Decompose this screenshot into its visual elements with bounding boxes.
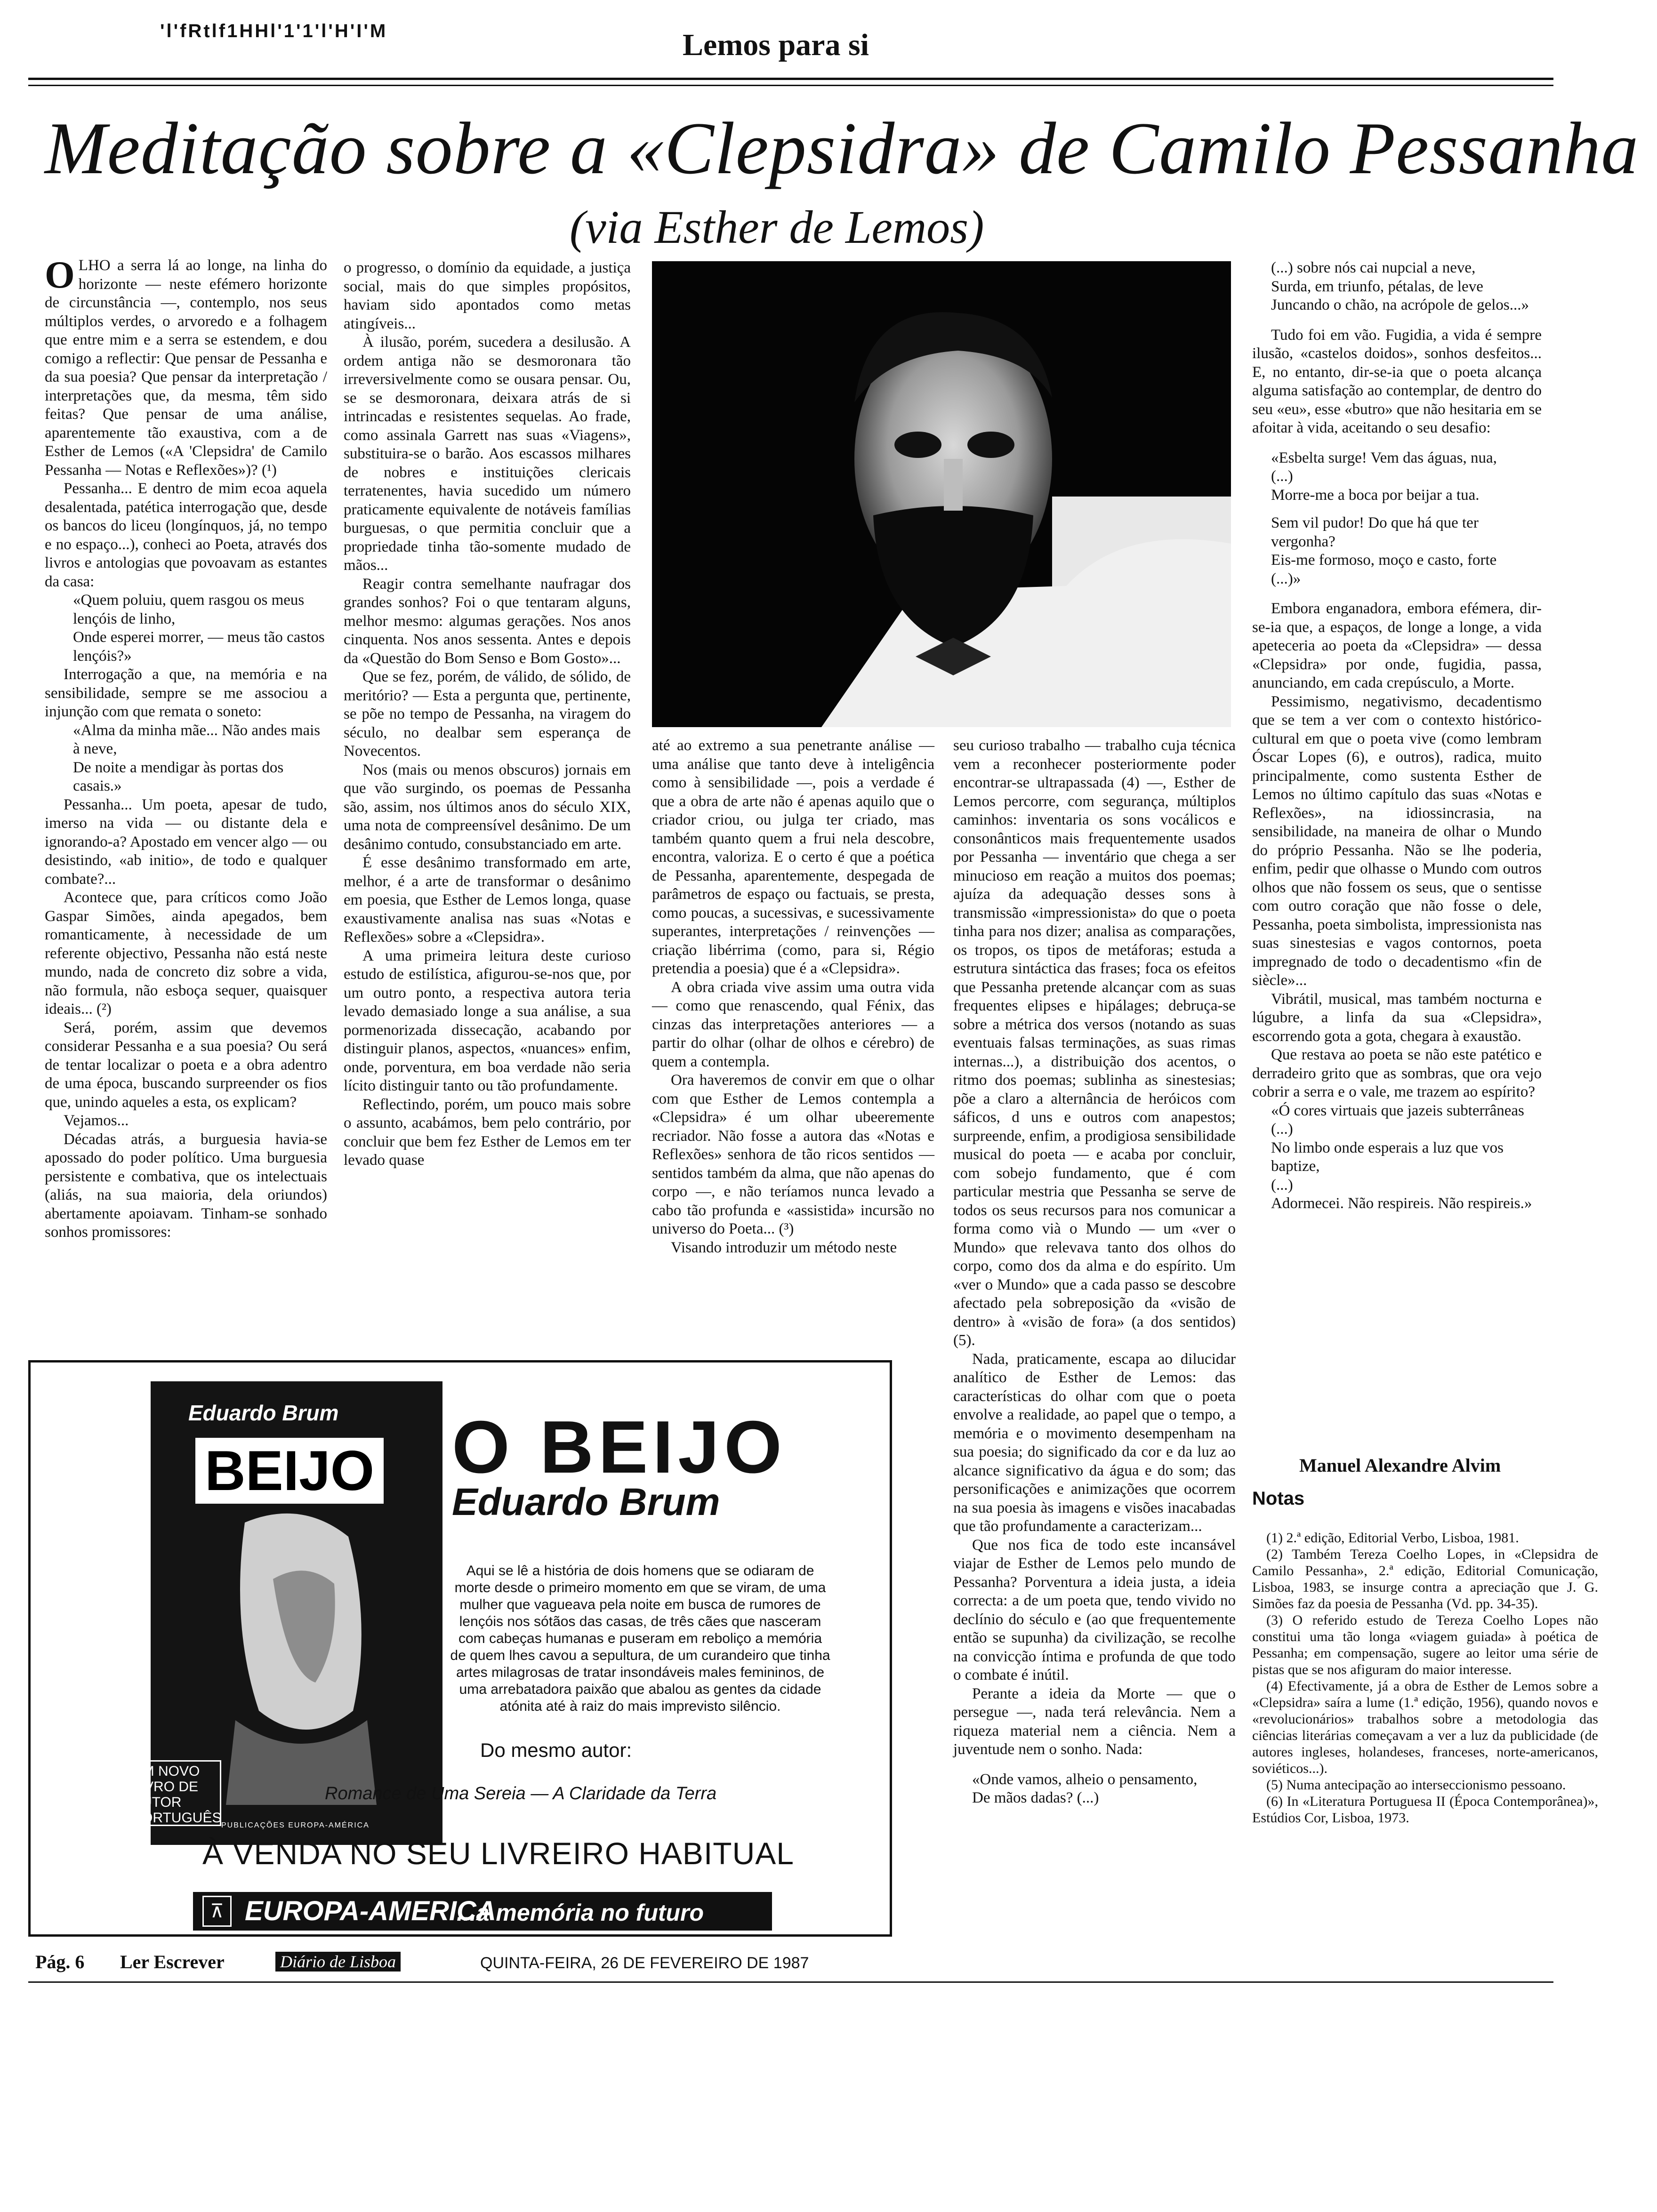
- notes-list: [1252, 1530, 1598, 1826]
- cover-title: BEIJO: [195, 1438, 384, 1504]
- paragraph: À ilusão, porém, sucedera a desilusão. A ordem antiga não se desmoronara tão irreversivelmente como se ousara pensar. Ou, se se desmoronara, deixara atrás de si intrincadas e resistentes sequelas. Ao frade, como assinala Garrett nas suas «Viagens», substituira-se o barão. Aos escassos milhares de nobres e instituições clericais terratenentes, havia sucedido um número praticamente equivalente de notáveis famílias burguesas, o que permitia concluir que a propriedade tinha tão-somente mudado de mãos...: [344, 334, 631, 574]
- ad-blurb: Aqui se lê a história de dois homens que se odiaram de morte desde o primeiro momento em que se viram, de uma mulher que vagueava pela noite em busca de rumores de lençóis nos sótãos das casas, de três cães que nasceram com cabeças humanas e puseram em reboliço a memória de quem lhes cavou a sepultura, de um curandeiro que tinha artes milagrosas de tratar insondáveis males femininos, de uma arrebatadora paixão que abalou as gentes da cidade atónita até à raiz do mais imprevisto silêncio.: [450, 1563, 830, 1714]
- article-subtitle: (via Esther de Lemos): [570, 201, 984, 253]
- verse: Adormecei. Não respireis. Não respireis.»: [1271, 1195, 1532, 1212]
- verse: «Onde vamos, alheio o pensamento,: [972, 1771, 1198, 1788]
- footer-section: Ler Escrever: [120, 1951, 225, 1972]
- article-author: Manuel Alexandre Alvim: [1299, 1455, 1501, 1476]
- paragraph: Que se fez, porém, de válido, de sólido, de meritório? — Esta a pergunta que, pertinente, se põe no tempo de Pessanha, na viragem do século, no dealbar sem esperança de Novecentos.: [344, 668, 631, 760]
- paragraph: Ora haveremos de convir em que o olhar com que Esther de Lemos contempla a «Clepsidra» é um olhar ubeeremente recriador. Não fosse a autora das «Notas e Reflexões» senhora de tão ricos sentidos — sentidos também da alma, que não apenas do corpo —, e não teríamos nunca levado a cabo tão profunda e «assistida» incursão no universo do Poeta... (³): [652, 1072, 934, 1237]
- verse: Surda, em triunfo, pétalas, de leve: [1271, 278, 1483, 295]
- newspaper-logo: Diário de Lisboa: [275, 1952, 401, 1972]
- notes-heading: Notas: [1252, 1488, 1305, 1509]
- paragraph: Será, porém, assim que devemos considerar Pessanha e a sua poesia? Ou será de tentar localizar o poeta e a obra adentro de uma época, buscando surpreender os fios que, unindo aqueles a esta, os explicam?: [45, 1019, 327, 1111]
- paragraph: até ao extremo a sua penetrante análise — uma análise que tanto deve à inteligência como à sensibilidade —, pois a verdade é que a obra de arte não é apenas aquilo que o criador criou, ou julga ter criado, mas também quanto quem a frui nela descobre, encontra, valoriza. E o certo é que a poética de Pessanha, aparentemente, despegada de parâmetros de espaço ou factuais, se presta, como poucas, a sucessivas, e sucessivamente superantes, interpretações / reinvenções — criação libérrima (como, para si, Régio pretendia a poesia) que é a «Clepsidra».: [652, 737, 934, 977]
- verse: Juncando o chão, na acrópole de gelos...»: [1271, 297, 1529, 313]
- paragraph: Que restava ao poeta se não este patético e derradeiro grito que as sombras, que ora vejo cobrir a serra e o vale, me trazem ao espírito?: [1252, 1046, 1542, 1100]
- paragraph: Acontece que, para críticos como João Gaspar Simões, ainda apegados, bem romanticamente, à necessidade de um referente objectivo, Pessanha não está neste mundo, nada de concreto diz sobre a vida, não formula, não esboça sequer, quaisquer ideais... (²): [45, 889, 327, 1018]
- column-3: [652, 737, 934, 1257]
- paragraph: Interrogação a que, na memória e na sensibilidade, sempre se me associou a injunção com que remata o soneto:: [45, 666, 327, 720]
- note-item: (6) In «Literatura Portuguesa II (Época Contemporânea)», Estúdios Cor, Lisboa, 1973.: [1252, 1794, 1598, 1826]
- paragraph: OLHO a serra lá ao longe, na linha do horizonte — neste efémero horizonte de circunstância —, contemplo, nos seus múltiplos verdes, o arvoredo e a folhagem que entre mim e a serra se estendem, e dou comigo a reflectir: Que pensar de Pessanha e da sua poesia? Que pensar da interpretação / interpretações que, da mesma, têm sido feitas? Que pensar de uma análise, aparentemente tão exaustiva, com a de Esther de Lemos («A 'Clepsidra' de Camilo Pessanha — Notas e Reflexões»)? (¹): [45, 253, 327, 479]
- masthead-fragment: 'l'fRtlf1HHl'1'1'l'H'I'M: [160, 21, 388, 41]
- verse: «Esbelta surge! Vem das águas, nua,: [1271, 449, 1497, 466]
- verse: «Quem poluiu, quem rasgou os meus lençóis de linho,: [73, 592, 305, 627]
- paragraph: Nada, praticamente, escapa ao dilucidar analítico de Esther de Lemos: das características do olhar com que o poeta envolve a realidade, ao papel que o tempo, a memória e o movimento desempenham na sua poesia; do significado da cor e da luz ao alcance significativo da água e do som; das personificações e animizações que ocorrem na sua poesia às imagens e visões inacabadas que tão profundamente a caracterizam...: [953, 1350, 1236, 1535]
- note-item: (3) O referido estudo de Tereza Coelho Lopes não constitui uma tão longa «viagem guiada» à poética de Pessanha; em compensação, sugere ao leitor uma série de pistas que se nos afiguram do maior interesse.: [1252, 1612, 1598, 1677]
- verse: «Alma da minha mãe... Não andes mais à neve,: [73, 721, 321, 757]
- column-4: [953, 737, 1236, 1808]
- paragraph: Que nos fica de todo este incansável viajar de Esther de Lemos pelo mundo de Pessanha? Porventura a ideia justa, a ideia correcta: a de um poeta que, tendo vivido no declínio do século e (ao que frequentemente então se supunha) da civilização, se recolhe na convicção íntima e profunda de que todo o combate é inútil.: [953, 1536, 1236, 1683]
- verse: (...) sobre nós cai nupcial a neve,: [1271, 259, 1476, 276]
- sale-notice: À VENDA NO SEU LIVREIRO HABITUAL: [202, 1836, 794, 1871]
- paragraph: A obra criada vive assim uma outra vida — como que renascendo, qual Fénix, das cinzas das interpretações anteriores — a partir do olhar (olhar de olhos e cérebro) de quem a contempla.: [652, 978, 934, 1070]
- note-item: (4) Efectivamente, já a obra de Esther de Lemos sobre a «Clepsidra» saíra a lume (1.ª edição, 1956), quando novos e «revolucionários» trabalhos sobre a metodologia das ciências literárias começavam a ver a luz da publicidade (de autores ingleses, holandeses, franceses, norte-americanos, soviéticos...).: [1252, 1678, 1598, 1776]
- verse: Morre-me a boca por beijar a tua.: [1271, 486, 1480, 504]
- paragraph: Pessimismo, negativismo, decadentismo que se tem a ver com o contexto histórico-cultural em que o poeta vive (como lembram Óscar Lopes (6), e outros), radica, muito principalmente, como sustenta Esther de Lemos no último capítulo das suas «Notas e Reflexões», na idiossincrasia, na sensibilidade, na maneira de olhar o Mundo do próprio Pessanha. Não se lhe poderia, enfim, pedir que olhasse o Mundo com outros olhos que não fossem os seus, que o sentisse com outro coração que não fosse o dele, Pessanha, poeta simbolista, impressionista nas suas sinestesias e vagos contornos, poeta impregnado de todo o decadentismo «fin de siècle»...: [1252, 693, 1542, 989]
- verse: (...): [1271, 1121, 1293, 1138]
- publisher-bar: [193, 1892, 772, 1931]
- publisher-name: EUROPA-AMERICA: [245, 1896, 496, 1926]
- column-1: [45, 253, 327, 1242]
- publisher-slogan: ...a memória no futuro: [457, 1899, 704, 1926]
- verse: «Ó cores virtuais que jazeis subterrâneas: [1271, 1102, 1524, 1119]
- paragraph: Pessanha... E dentro de mim ecoa aquela desalentada, patética interrogação que, desde os bancos do liceu (longínquos, já, no tempo e no espaço...), conheci ao Poeta, através dos livros e antologias que povoavam as estantes da casa:: [45, 480, 327, 590]
- header-rule-thin: [28, 85, 1553, 86]
- drop-cap: O: [45, 253, 75, 296]
- cover-publisher: PUBLICAÇÕES EUROPA-AMÉRICA: [221, 1821, 370, 1829]
- paragraph: Pessanha... Um poeta, apesar de tudo, imerso na vida — ou distante dela e ignorando-a? Apostado em vencer algo — ou desistindo, «ab initio», de todo e qualquer combate?...: [45, 796, 327, 888]
- ad-book-author: Eduardo Brum: [452, 1481, 720, 1523]
- paragraph: Reflectindo, porém, um pouco mais sobre o assunto, acabámos, bem pelo contrário, por concluir que bem fez Esther de Lemos em ter levado quase: [344, 1096, 631, 1169]
- same-author-label: Do mesmo autor:: [480, 1739, 632, 1761]
- footer-rule: [28, 1981, 1553, 1983]
- verse: (...): [1271, 468, 1293, 485]
- section-title: Lemos para si: [683, 28, 869, 62]
- column-5: [1252, 259, 1542, 1213]
- new-book-badge: UM NOVO LIVRO DE AUTOR PORTUGUÊS: [127, 1760, 221, 1826]
- verse: Eis-me formoso, moço e casto, forte: [1271, 552, 1497, 569]
- paragraph: Visando introduzir um método neste: [671, 1239, 897, 1256]
- other-works: Romance de Uma Sereia — A Claridade da Terra: [325, 1784, 717, 1803]
- paragraph: Vibrátil, musical, mas também nocturna e lúgubre, a linfa da sua «Clepsidra», escorrendo gota a gota, chegara à exaustão.: [1252, 990, 1542, 1045]
- paragraph: Reagir contra semelhante naufragar dos grandes sonhos? Foi o que tentaram alguns, melhor mesmo: algumas gerações. Nos anos cinquenta. Nos anos sessenta. Antes e depois da «Questão do Bom Senso e Bom Gosto»...: [344, 575, 631, 667]
- paragraph: Décadas atrás, a burguesia havia-se apossado do poder político. Uma burguesia persistente e combativa, que os intelectuais (aliás, na sua maioria, dela oriundos) abertamente apoiavam. Tinham-se sonhado sonhos promissores:: [45, 1130, 327, 1241]
- portrait-illustration: [652, 261, 1231, 727]
- verse: De noite a mendigar às portas dos casais.»: [73, 759, 284, 794]
- column-2: [344, 259, 631, 1170]
- paragraph: o progresso, o domínio da equidade, a justiça social, mais do que simples propósitos, haviam sido apontados como metas atingíveis...: [344, 259, 631, 332]
- cover-author: Eduardo Brum: [188, 1401, 339, 1425]
- paragraph: Perante a ideia da Morte — que o persegue —, nada terá relevância. Nem a riqueza material nem a ciência. Nem a juventude nem o sonho. Nada:: [953, 1685, 1236, 1758]
- issue-date: QUINTA-FEIRA, 26 DE FEVEREIRO DE 1987: [480, 1954, 809, 1972]
- verse: (...)»: [1271, 570, 1301, 587]
- header-rule: [28, 78, 1553, 80]
- verse: Onde esperei morrer, — meus tão castos lençóis?»: [73, 629, 325, 665]
- paragraph: Vejamos...: [64, 1112, 129, 1129]
- paragraph: A uma primeira leitura deste curioso estudo de estilística, afigurou-se-nos que, por um outro ponto, a respectiva autora teria levado demasiado longe a sua análise, a sua pormenorizada dissecação, acabando por distinguir planos, aspectos, «nuances» enfim, onde, porventura, em boa verdade não seria lícito distinguir tanto ou tão profundamente.: [344, 947, 631, 1094]
- note-item: (2) Também Tereza Coelho Lopes, in «Clepsidra de Camilo Pessanha», 2.ª edição, Editorial Comunicação, Lisboa, 1983, se insurge contra a apreciação que J. G. Simões faz da poesia de Pessanha (Vd. pp. 34-35).: [1252, 1547, 1598, 1611]
- paragraph: É esse desânimo transformado em arte, melhor, é a arte de transformar o desânimo em poesia, que Esther de Lemos longa, quase exaustivamente analisa nas suas «Notas e Reflexões» sobre a «Clepsidra».: [344, 854, 631, 946]
- verse: (...): [1271, 1176, 1293, 1194]
- publisher-logo-icon: ⊼: [202, 1896, 232, 1927]
- portrait-photo: [652, 261, 1231, 727]
- paragraph: Embora enganadora, embora efémera, dir-se-ia que, a espaços, de longe a longe, a vida apeteceria ao poeta da «Clepsidra» — dessa «Clepsidra» por onde, fugidia, passa, anunciando, em cada crepúsculo, a Morte.: [1252, 600, 1542, 691]
- note-item: (5) Numa antecipação ao interseccionismo pessoano.: [1266, 1777, 1566, 1793]
- verse: No limbo onde esperais a luz que vos baptize,: [1271, 1139, 1504, 1175]
- ad-book-title: O BEIJO: [452, 1406, 787, 1489]
- note-item: (1) 2.ª edição, Editorial Verbo, Lisboa, 1981.: [1266, 1530, 1519, 1546]
- verse: De mãos dadas? (...): [972, 1789, 1099, 1806]
- page-number: Pág. 6: [35, 1951, 85, 1972]
- paragraph: Tudo foi em vão. Fugidia, a vida é sempre ilusão, «castelos doidos», sonhos desfeitos... E, no entanto, dir-se-ia que o poeta alcança alguma satisfação ao contemplar, de dentro do seu «eu», esse «butro» que não hesitaria em se afoitar à vida, aceitando o seu desafio:: [1252, 326, 1542, 436]
- paragraph: seu curioso trabalho — trabalho cuja técnica vem a reconhecer posteriormente poder encontrar-se ultrapassada (4) —, Esther de Lemos percorre, com segurança, múltiplos caminhos: inventaria os sons vocálicos e consonânticos mais frequentemente usados por Pessanha — inventário que chega a ser minucioso em reação a muitos dos poemas; ajuíza da adequação desses sons à transmissão «impressionista» do que o poeta tinha para nos dizer; analisa as comparações, os tropos, os tipos de metáforas; estuda a estrutura sintáctica das frases; foca os efeitos que Pessanha pretende alcançar com as suas frequentes elipses e hipálages; debruça-se sobre a métrica dos versos (notando as suas eventuais falsas terminações, as suas rimas internas...), a distribuição dos acentos, o ritmo dos poemas; sublinha as sinestesias; põe a claro a alternância de heróicos com sáficos, d uns e outros com anapestos; surpreende, enfim, a prodigiosa sensibilidade musical do poeta — e acaba por concluir, com sobejo fundamento, que é com particular mestria que Pessanha se serve de todos os seus recursos para nos comunicar a forma como vià o Mundo — um «ver o Mundo» que relevava tanto dos olhos do corpo, como dos da alma e do espírito. Um «ver o Mundo» que a cada passo se descobre afectado pela sobreposição da «visão de dentro» à «visão de fora» (a dos sentidos) (5).: [953, 737, 1236, 1349]
- paragraph: Nos (mais ou menos obscuros) jornais em que vão surgindo, os poemas de Pessanha são, assim, nos últimos anos do século XIX, uma nota de compreensível desânimo. De um desânimo contudo, consubstanciado em arte.: [344, 761, 631, 853]
- article-title: Meditação sobre a «Clepsidra» de Camilo Pessanha: [45, 107, 1639, 190]
- verse: Sem vil pudor! Do que há que ter vergonha?: [1271, 514, 1479, 550]
